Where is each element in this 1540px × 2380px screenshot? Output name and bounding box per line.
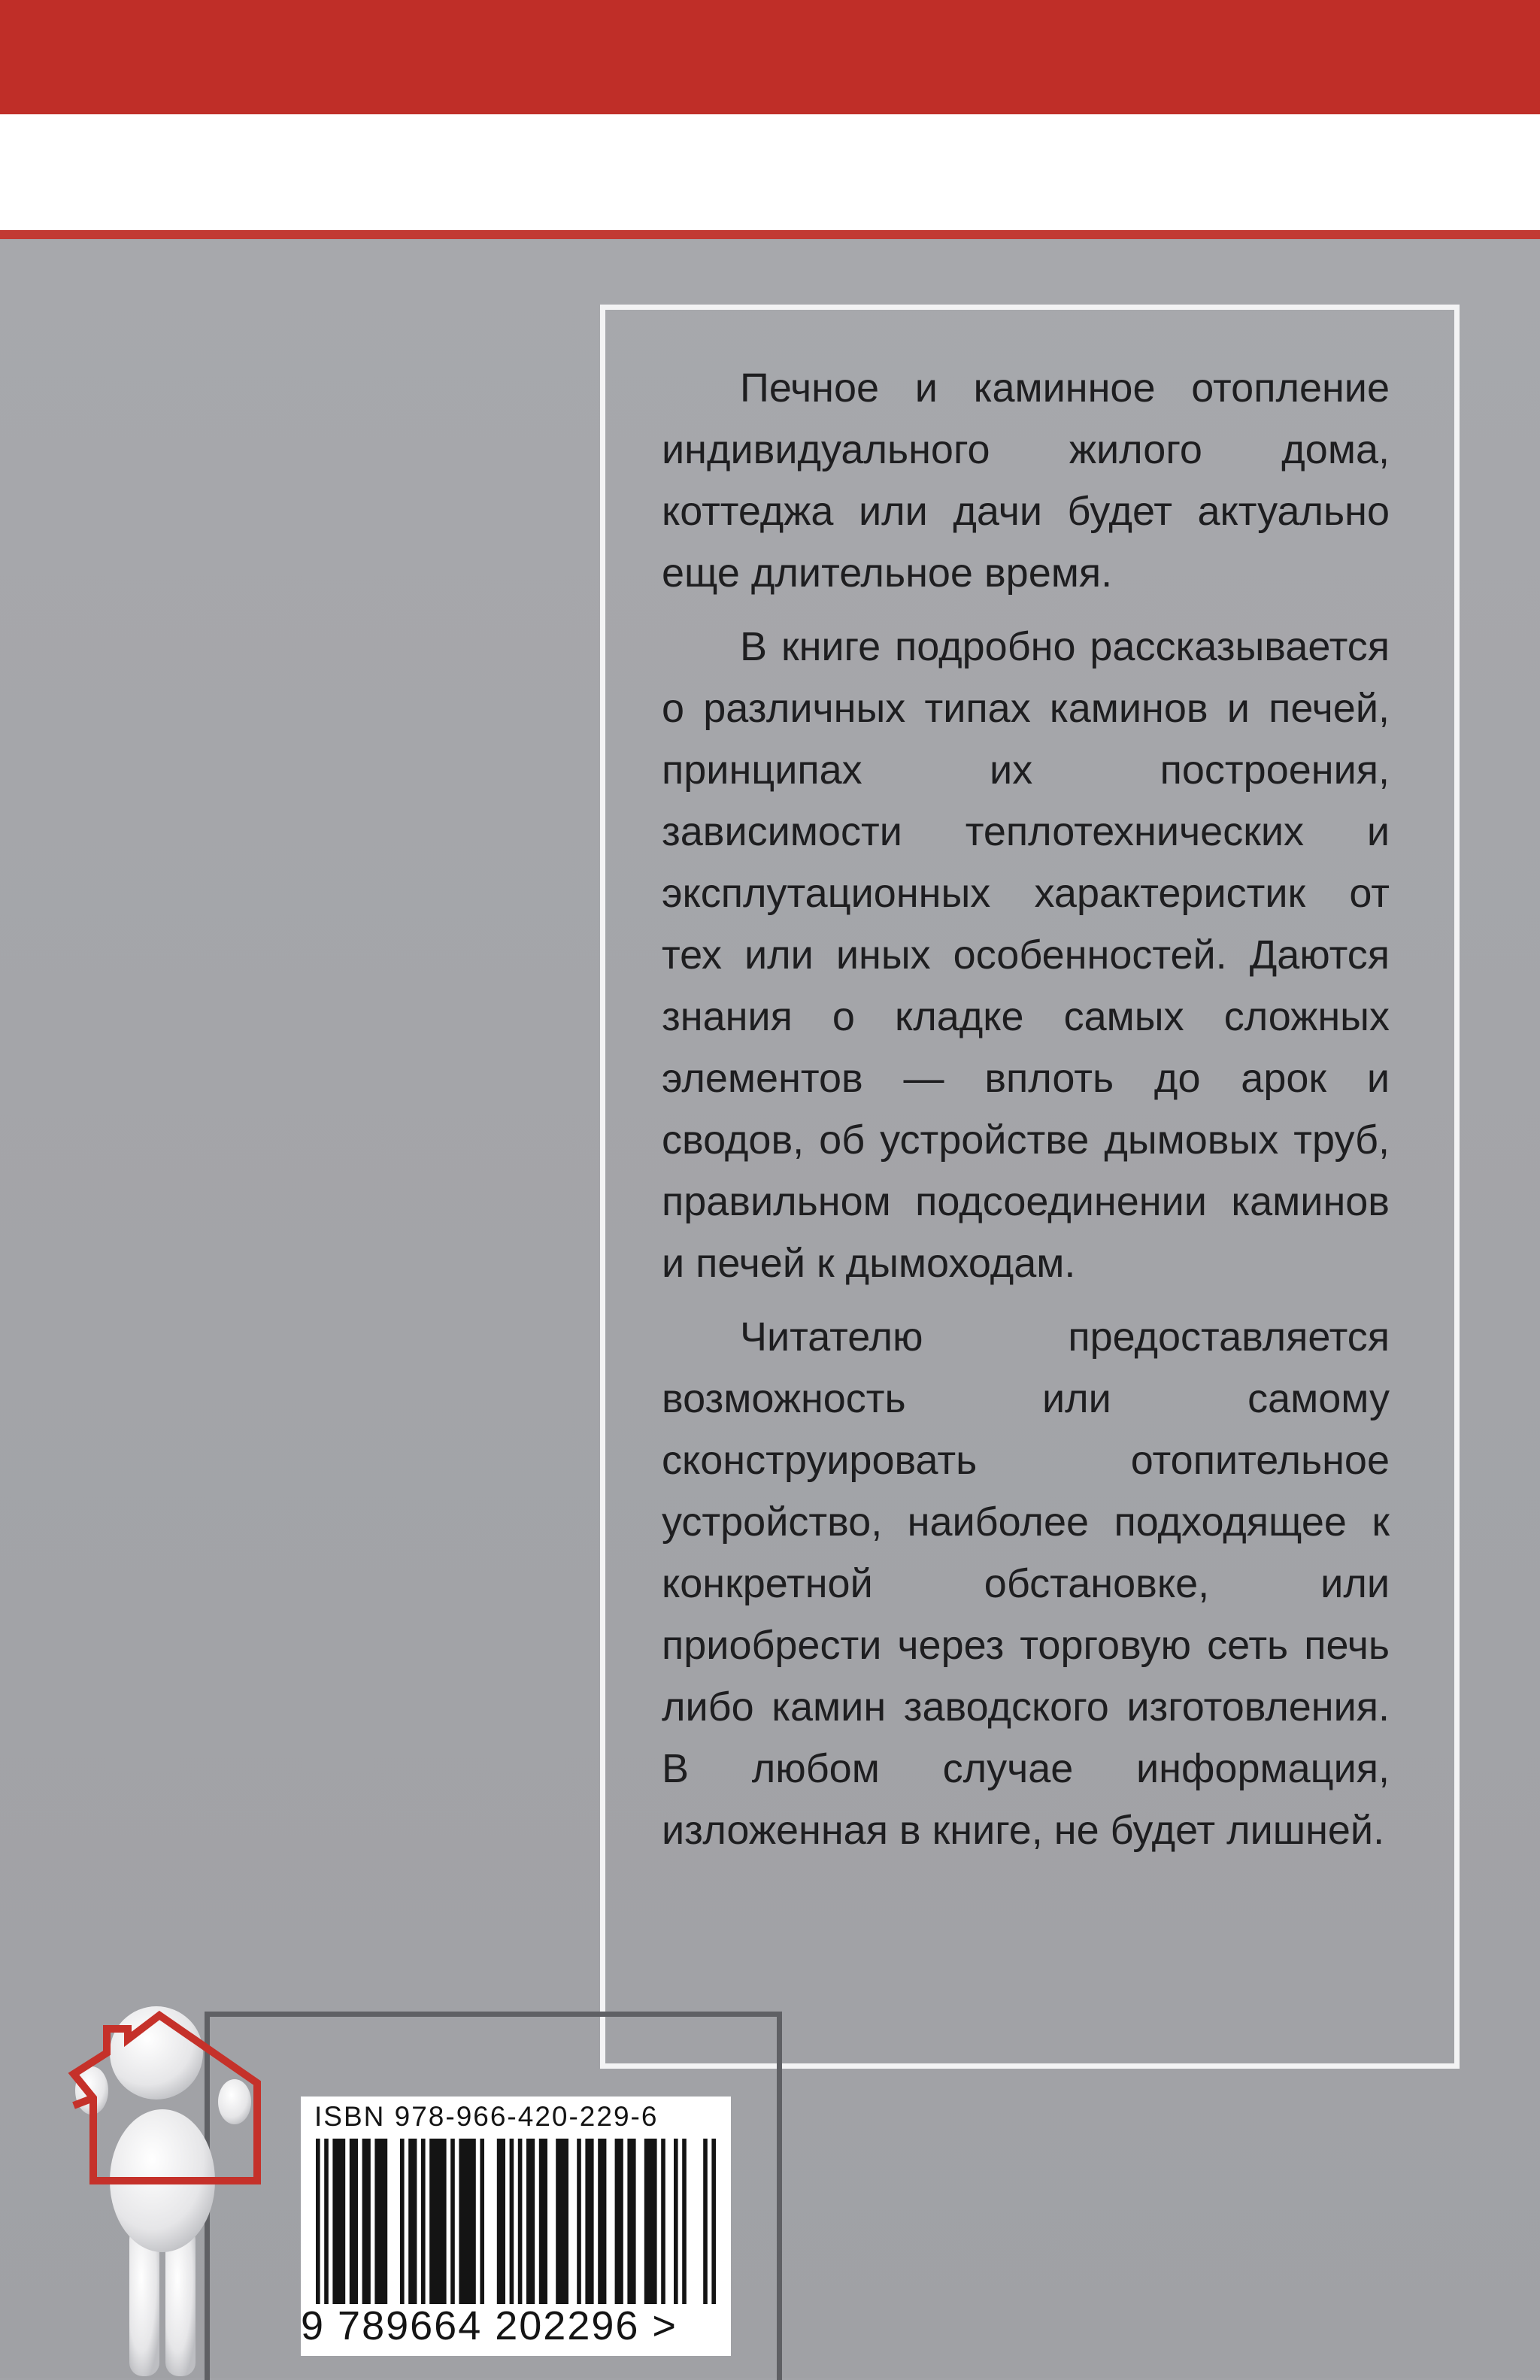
barcode-bar [421,2139,426,2304]
barcode-bar [429,2139,446,2304]
barcode-bar [556,2139,568,2304]
description-paragraph-3: Читателю предоставляется возможность или самому сконструировать отопительное устройство, наиболее подходящее к конкретной обстановке, или приобрести через торговую сеть печь либо камин заводского изготовления. В любом случае информация, изложенная в книге, не будет лишней. [662,1314,1390,1853]
top-red-band [0,0,1540,114]
barcode-bar [539,2139,547,2304]
barcode-bar [644,2139,657,2304]
person-holding-house-icon [60,1978,286,2378]
barcode-bar [598,2139,606,2304]
barcode-bar [362,2139,371,2304]
barcode-bar [324,2139,329,2304]
barcode-bar [674,2139,678,2304]
barcode-bars [316,2139,716,2312]
barcode-bar [480,2139,484,2304]
barcode-bar [711,2139,716,2304]
barcode-bar [682,2139,687,2304]
barcode [301,2097,731,2356]
barcode-bar [510,2139,514,2304]
barcode-bar [316,2139,320,2304]
barcode-bar [615,2139,623,2304]
isbn-label: ISBN 978-966-420-229-6 [314,2101,659,2132]
barcode-bar [577,2139,581,2304]
description-paragraph-2: В книге подробно рассказывается о различных типах каминов и печей, принципах их построения, зависимости теплотехнических и эксплутационных характеристик от тех или иных особенностей. Даются знания о кладке самых сложных элементов — вплоть до арок и сводов, об устройстве дымовых труб, правильном подсоединении каминов и печей к дымоходам. [662,624,1390,1286]
barcode-digits: 9 789664 202296 > [301,2303,678,2348]
barcode-bar [408,2139,417,2304]
barcode-bar [459,2139,475,2304]
white-stripe [0,114,1540,239]
barcode-bar [585,2139,593,2304]
description-paragraph-1: Печное и каминное отопление индивидуального жилого дома, коттеджа или дачи будет актуально еще длительное время. [662,365,1390,596]
barcode-bar [661,2139,665,2304]
thin-red-line [0,230,1540,239]
barcode-bar [627,2139,635,2304]
barcode-bar [400,2139,405,2304]
barcode-bar [332,2139,345,2304]
barcode-bar [450,2139,455,2304]
book-description [662,357,1390,1873]
barcode-bar [497,2139,505,2304]
barcode-bar [518,2139,523,2304]
barcode-bar [374,2139,387,2304]
barcode-bar [526,2139,535,2304]
barcode-bar [703,2139,708,2304]
barcode-bar [350,2139,358,2304]
